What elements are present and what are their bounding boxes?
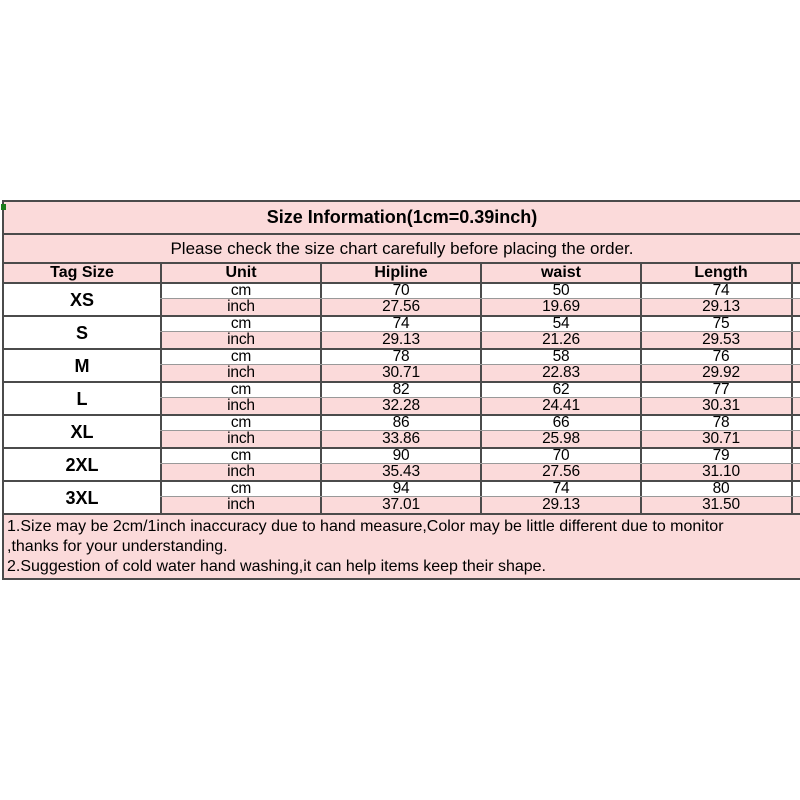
hipline-cm-value: 78	[320, 350, 480, 364]
size-group	[4, 317, 800, 350]
unit-label-cm: cm	[160, 383, 320, 397]
column-header-row	[4, 264, 800, 284]
waist-cm-value: 62	[480, 383, 640, 397]
unit-label-inch: inch	[160, 497, 320, 513]
inch-row	[160, 431, 800, 447]
length-inch-value: 29.53	[640, 332, 800, 348]
cm-row	[160, 284, 800, 299]
size-tag: 2XL	[4, 449, 160, 480]
inch-row	[160, 332, 800, 348]
hipline-inch-value: 32.28	[320, 398, 480, 414]
waist-inch-value: 21.26	[480, 332, 640, 348]
length-inch-value: 30.31	[640, 398, 800, 414]
hipline-cm-value: 82	[320, 383, 480, 397]
length-cm-value: 74	[640, 284, 800, 298]
waist-cm-value: 70	[480, 449, 640, 463]
hipline-cm-value: 74	[320, 317, 480, 331]
inch-row	[160, 398, 800, 414]
length-inch-value: 30.71	[640, 431, 800, 447]
hipline-inch-value: 30.71	[320, 365, 480, 381]
inch-row	[160, 365, 800, 381]
size-group	[4, 482, 800, 515]
length-cm-value: 80	[640, 482, 800, 496]
column-header-tag-size: Tag Size	[50, 264, 114, 281]
length-inch-value: 31.10	[640, 464, 800, 480]
size-group	[4, 449, 800, 482]
inch-row	[160, 497, 800, 513]
cm-row	[160, 317, 800, 332]
hipline-inch-value: 37.01	[320, 497, 480, 513]
hipline-cm-value: 94	[320, 482, 480, 496]
waist-inch-value: 25.98	[480, 431, 640, 447]
length-cm-value: 76	[640, 350, 800, 364]
size-tag: M	[4, 350, 160, 381]
hipline-inch-value: 35.43	[320, 464, 480, 480]
length-inch-value: 29.13	[640, 299, 800, 315]
inch-row	[160, 464, 800, 480]
cm-row	[160, 449, 800, 464]
column-header-unit: Unit	[160, 264, 320, 282]
size-chart-title: Size Information(1cm=0.39inch)	[4, 202, 800, 235]
notes-section	[4, 515, 800, 578]
size-group	[4, 383, 800, 416]
size-tag: XL	[4, 416, 160, 447]
hipline-inch-value: 33.86	[320, 431, 480, 447]
waist-cm-value: 66	[480, 416, 640, 430]
waist-cm-value: 54	[480, 317, 640, 331]
unit-label-inch: inch	[160, 431, 320, 447]
size-tag: S	[4, 317, 160, 348]
unit-label-cm: cm	[160, 317, 320, 331]
size-chart-subtitle: Please check the size chart carefully before placing the order.	[4, 235, 800, 264]
waist-inch-value: 22.83	[480, 365, 640, 381]
waist-inch-value: 19.69	[480, 299, 640, 315]
size-group-rows	[160, 383, 800, 414]
waist-cm-value: 58	[480, 350, 640, 364]
size-group-rows	[160, 416, 800, 447]
unit-label-cm: cm	[160, 482, 320, 496]
size-group	[4, 350, 800, 383]
waist-cm-value: 74	[480, 482, 640, 496]
cm-row	[160, 416, 800, 431]
waist-cm-value: 50	[480, 284, 640, 298]
column-header-hipline: Hipline	[320, 264, 480, 282]
spreadsheet-corner-mark	[1, 204, 6, 210]
size-group	[4, 416, 800, 449]
hipline-cm-value: 90	[320, 449, 480, 463]
size-tag: L	[4, 383, 160, 414]
length-inch-value: 29.92	[640, 365, 800, 381]
hipline-cm-value: 70	[320, 284, 480, 298]
unit-label-inch: inch	[160, 365, 320, 381]
hipline-inch-value: 29.13	[320, 332, 480, 348]
size-tag: XS	[4, 284, 160, 315]
unit-label-inch: inch	[160, 332, 320, 348]
size-group-rows	[160, 482, 800, 513]
note-line-1: 1.Size may be 2cm/1inch inaccuracy due to hand measure,Color may be little different due to monitor	[7, 518, 724, 535]
waist-inch-value: 27.56	[480, 464, 640, 480]
waist-inch-value: 29.13	[480, 497, 640, 513]
unit-label-inch: inch	[160, 398, 320, 414]
size-table-body	[4, 284, 800, 515]
inch-row	[160, 299, 800, 315]
hipline-cm-value: 86	[320, 416, 480, 430]
unit-label-cm: cm	[160, 416, 320, 430]
size-chart	[2, 200, 800, 580]
size-tag: 3XL	[4, 482, 160, 513]
cm-row	[160, 383, 800, 398]
length-inch-value: 31.50	[640, 497, 800, 513]
unit-label-cm: cm	[160, 284, 320, 298]
length-cm-value: 77	[640, 383, 800, 397]
waist-inch-value: 24.41	[480, 398, 640, 414]
length-cm-value: 75	[640, 317, 800, 331]
length-cm-value: 79	[640, 449, 800, 463]
column-header-length: Length	[640, 264, 800, 282]
size-group-rows	[160, 317, 800, 348]
unit-label-cm: cm	[160, 449, 320, 463]
unit-label-inch: inch	[160, 299, 320, 315]
hipline-inch-value: 27.56	[320, 299, 480, 315]
unit-label-inch: inch	[160, 464, 320, 480]
size-group-rows	[160, 350, 800, 381]
length-cm-value: 78	[640, 416, 800, 430]
column-header-waist: waist	[480, 264, 640, 282]
size-group-rows	[160, 449, 800, 480]
size-group-rows	[160, 284, 800, 315]
size-group	[4, 284, 800, 317]
unit-label-cm: cm	[160, 350, 320, 364]
cm-row	[160, 482, 800, 497]
note-line-2: ,thanks for your understanding.	[7, 538, 228, 555]
note-line-3: 2.Suggestion of cold water hand washing,it can help items keep their shape.	[7, 558, 546, 575]
cm-row	[160, 350, 800, 365]
